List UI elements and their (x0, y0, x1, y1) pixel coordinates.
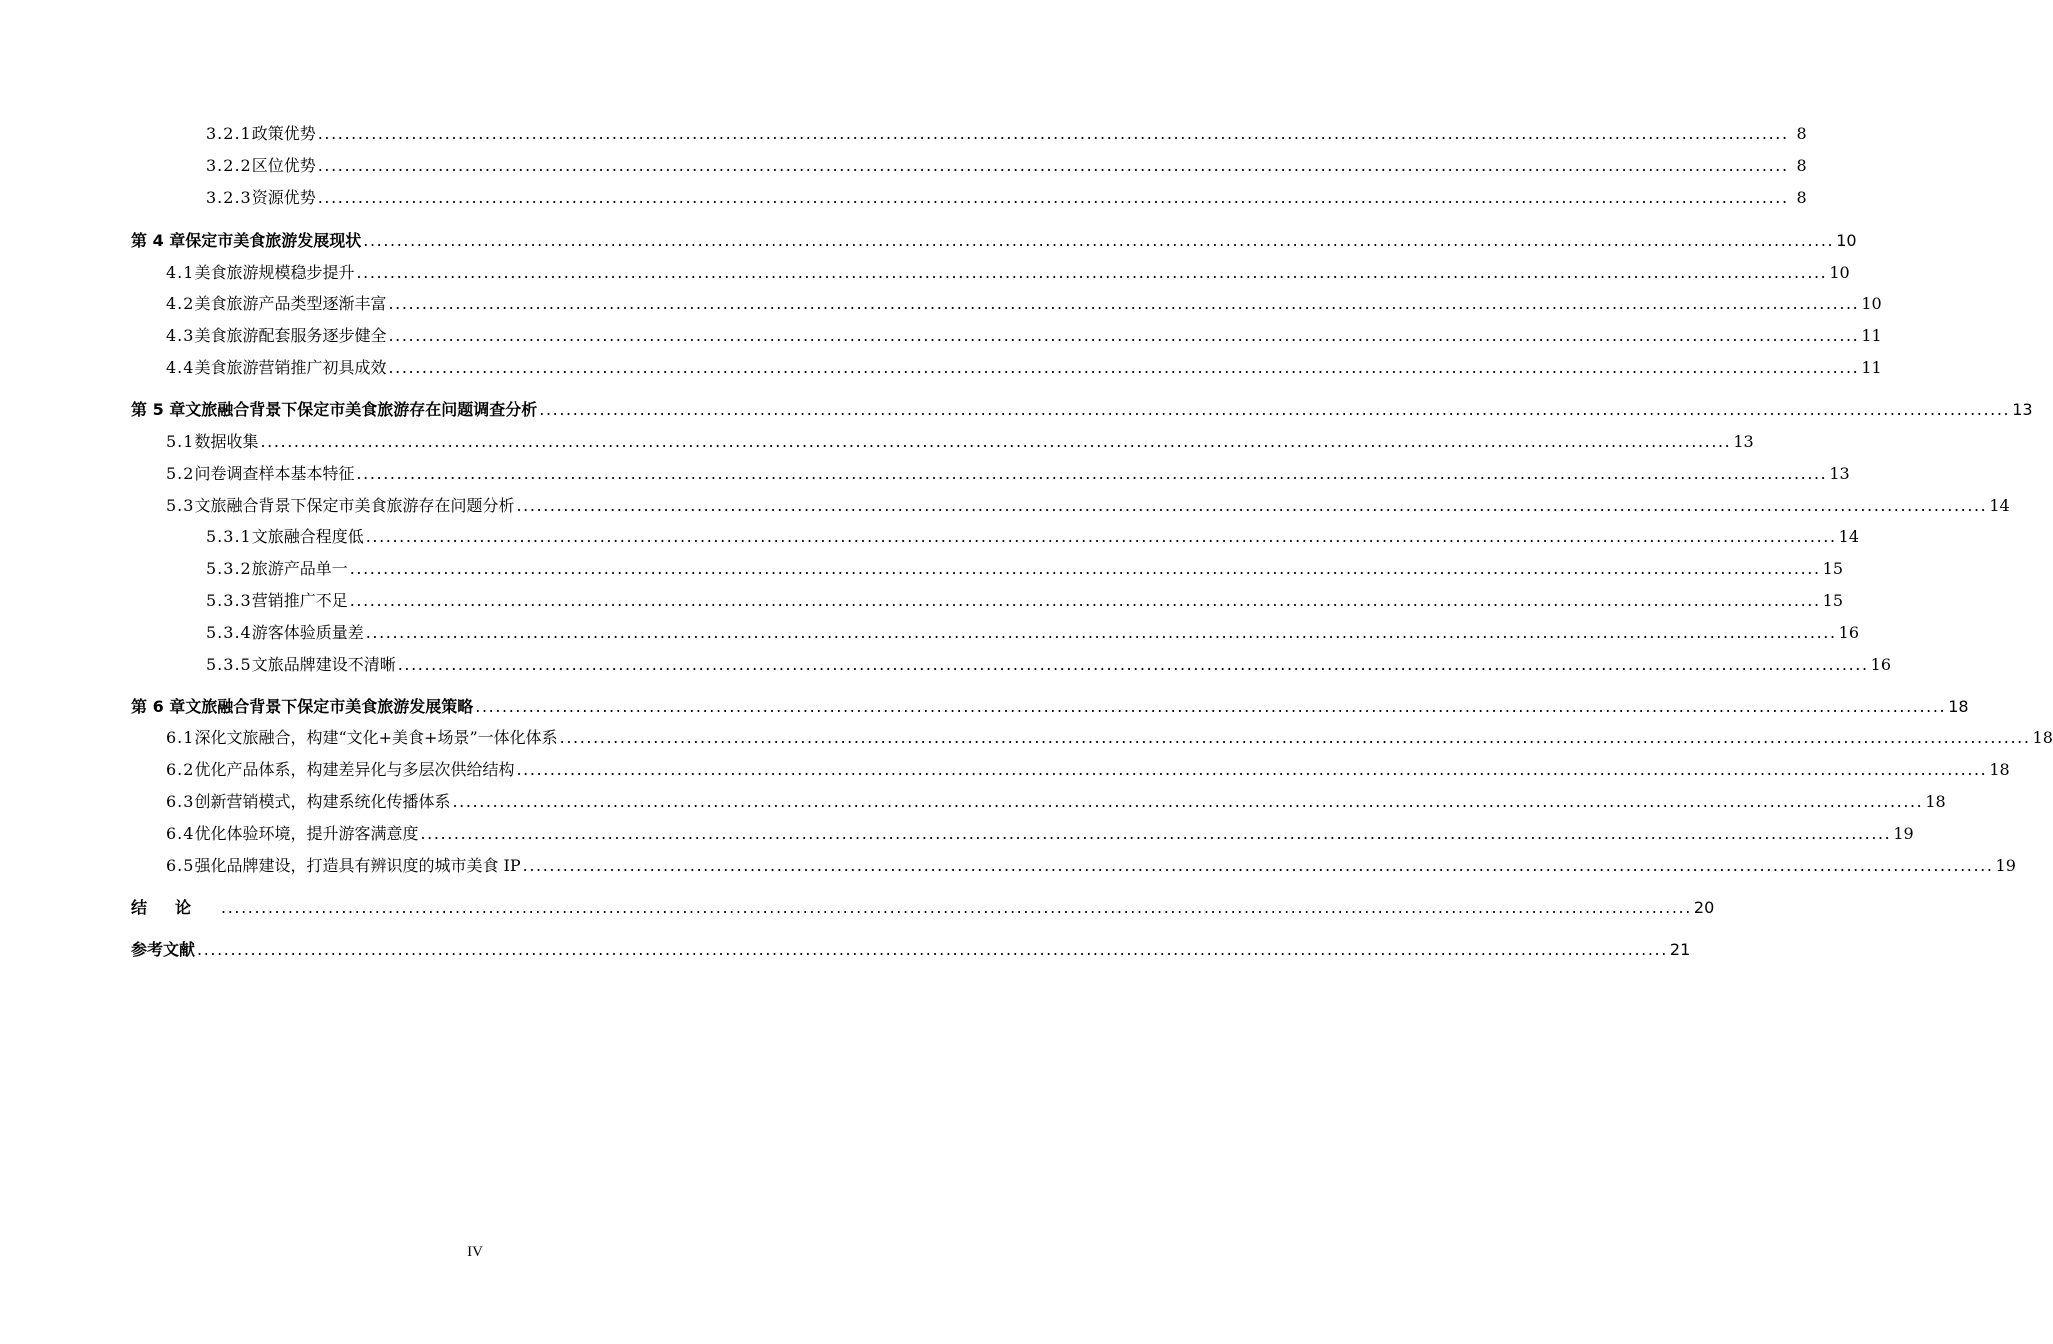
toc-dot-leader: ............................................................................................................................................................................................................................ (317, 188, 1789, 207)
toc-entry[interactable] (0, 786, 1946, 812)
toc-entry-page-number: 13 (1829, 464, 1850, 483)
toc-entry[interactable] (0, 288, 1882, 314)
toc-entry-number: 5.3.1 (206, 527, 252, 546)
toc-entry-title: 文旅品牌建设不清晰 (251, 655, 396, 674)
toc-entry-number: 6.2 (166, 760, 195, 779)
toc-entry-content (166, 323, 1882, 346)
toc-entry-content (206, 185, 1807, 208)
toc-dot-leader: ............................................................................................................................................................................................................................ (365, 527, 1837, 546)
toc-entry-page-number: 10 (1861, 294, 1882, 313)
toc-entry-content (166, 260, 1850, 283)
toc-entry-title: 美食旅游规模稳步提升 (194, 263, 355, 282)
toc-entry[interactable] (0, 649, 1891, 675)
toc-dot-leader: ............................................................................................................................................................................................................................ (420, 824, 1892, 843)
toc-entry-title: 创新营销模式，构建系统化传播体系 (194, 792, 451, 811)
toc-dot-leader: ............................................................................................................................................................................................................................ (349, 559, 1821, 578)
toc-dot-leader: ............................................................................................................................................................................................................................ (317, 156, 1789, 175)
toc-entry-title: 参考文献 (131, 940, 196, 959)
toc-entry-title: 营销推广不足 (251, 591, 348, 610)
toc-entry-page-number: 18 (1925, 792, 1946, 811)
toc-entry-number: 4.1 (166, 263, 195, 282)
toc-dot-leader: ............................................................................................................................................................................................................................ (260, 432, 1732, 451)
toc-entry-title: 强化品牌建设，打造具有辨识度的城市美食 IP (194, 856, 521, 875)
toc-entry-content (131, 937, 1691, 960)
toc-entry[interactable] (0, 182, 1807, 208)
toc-entry-number: 5.3.3 (206, 591, 252, 610)
page-number-footer: IV (467, 1244, 483, 1260)
toc-entry-title: 保定市美食旅游发展现状 (185, 231, 362, 250)
toc-entry[interactable] (0, 818, 1914, 844)
toc-entry-page-number: 15 (1822, 591, 1843, 610)
toc-entry-content (206, 153, 1807, 176)
toc-dot-leader: ............................................................................................................................................................................................................................ (539, 400, 2011, 419)
toc-entry-content (206, 524, 1859, 547)
toc-entry-title: 资源优势 (251, 188, 316, 207)
toc-entry-page-number: 13 (1733, 432, 1754, 451)
toc-entry[interactable] (0, 257, 1850, 283)
toc-entry[interactable] (0, 352, 1882, 378)
toc-entry-title: 深化文旅融合，构建“文化+美食+场景”一体化体系 (194, 728, 558, 747)
toc-entry-page-number: 18 (2032, 728, 2053, 747)
toc-entry-content (166, 757, 2010, 780)
toc-entry-content (206, 588, 1843, 611)
toc-entry-number: 5.3.4 (206, 623, 252, 642)
toc-entry-content (206, 556, 1843, 579)
toc-dot-leader: ............................................................................................................................................................................................................................ (356, 263, 1828, 282)
toc-entry[interactable] (0, 521, 1859, 547)
toc-entry[interactable] (0, 225, 1857, 251)
toc-entry[interactable] (0, 934, 1691, 960)
toc-dot-leader: ............................................................................................................................................................................................................................ (516, 760, 1988, 779)
toc-entry-number: 5.3.5 (206, 655, 252, 674)
toc-entry-number: 第 4 章 (131, 231, 186, 250)
toc-entry-page-number: 10 (1836, 231, 1857, 250)
toc-entry-number: 6.5 (166, 856, 195, 875)
toc-entry-page-number: 8 (1796, 156, 1807, 175)
toc-entry-content (131, 228, 1857, 251)
toc-dot-leader: ............................................................................................................................................................................................................................ (349, 591, 1821, 610)
toc-entry-content (206, 620, 1859, 643)
toc-dot-leader: ............................................................................................................................................................................................................................ (522, 856, 1994, 875)
toc-entry-number: 6.4 (166, 824, 195, 843)
toc-entry-title: 游客体验质量差 (251, 623, 364, 642)
toc-entry-title: 政策优势 (251, 124, 316, 143)
toc-dot-leader: ............................................................................................................................................................................................................................ (356, 464, 1828, 483)
toc-dot-leader: ............................................................................................................................................................................................................................ (365, 623, 1837, 642)
toc-entry[interactable] (0, 585, 1843, 611)
toc-entry-page-number: 10 (1829, 263, 1850, 282)
toc-entry-title: 文旅融合背景下保定市美食旅游存在问题调查分析 (185, 400, 538, 419)
toc-entry-title: 美食旅游营销推广初具成效 (194, 358, 387, 377)
toc-entry[interactable] (0, 458, 1850, 484)
toc-entry-page-number: 11 (1861, 326, 1882, 345)
toc-entry-content (166, 493, 2010, 516)
toc-entry-page-number: 19 (1893, 824, 1914, 843)
toc-entry-title: 数据收集 (194, 432, 259, 451)
toc-entry[interactable] (0, 490, 2010, 516)
toc-entry-title: 问卷调查样本基本特征 (194, 464, 355, 483)
toc-dot-leader: ............................................................................................................................................................................................................................ (397, 655, 1869, 674)
toc-entry-page-number: 8 (1796, 188, 1807, 207)
toc-entry-title: 优化体验环境，提升游客满意度 (194, 824, 419, 843)
toc-dot-leader: ............................................................................................................................................................................................................................ (516, 496, 1988, 515)
toc-entry-title: 美食旅游产品类型逐渐丰富 (194, 294, 387, 313)
toc-entry-page-number: 19 (1995, 856, 2016, 875)
toc-entry[interactable] (0, 691, 1969, 717)
toc-dot-leader: ............................................................................................................................................................................................................................ (388, 358, 1860, 377)
toc-entry-page-number: 8 (1796, 124, 1807, 143)
toc-entry-number: 5.1 (166, 432, 195, 451)
toc-entry-number: 4.4 (166, 358, 195, 377)
toc-entry-number: 5.3 (166, 496, 195, 515)
toc-entry-page-number: 18 (1948, 697, 1969, 716)
toc-entry[interactable] (0, 617, 1859, 643)
toc-entry[interactable] (0, 850, 2016, 876)
toc-entry-content (166, 461, 1850, 484)
toc-entry-content (131, 397, 2033, 420)
toc-entry-page-number: 13 (2012, 400, 2033, 419)
toc-entry-content (166, 429, 1754, 452)
toc-entry[interactable] (0, 722, 2053, 748)
toc-entry-number: 5.2 (166, 464, 195, 483)
toc-entry-page-number: 11 (1861, 358, 1882, 377)
toc-entry-title: 文旅融合背景下保定市美食旅游存在问题分析 (194, 496, 515, 515)
toc-dot-leader: ............................................................................................................................................................................................................................ (388, 294, 1860, 313)
toc-entry-title: 美食旅游配套服务逐步健全 (194, 326, 387, 345)
toc-entry[interactable] (0, 553, 1843, 579)
toc-entry-title: 区位优势 (251, 156, 316, 175)
toc-entry-content (206, 652, 1891, 675)
toc-entry-number: 5.3.2 (206, 559, 252, 578)
toc-entry-page-number: 15 (1822, 559, 1843, 578)
toc-entry-number: 4.3 (166, 326, 195, 345)
toc-entry-page-number: 14 (1838, 527, 1859, 546)
toc-entry-number: 3.2.1 (206, 124, 252, 143)
toc-dot-leader: ............................................................................................................................................................................................................................ (221, 898, 1692, 917)
toc-entry-content (166, 725, 2053, 748)
toc-entry[interactable] (0, 118, 1807, 144)
toc-entry-number: 6.3 (166, 792, 195, 811)
toc-entry-page-number: 18 (1989, 760, 2010, 779)
toc-entry-content (166, 789, 1946, 812)
toc-entry-content (131, 895, 1715, 918)
toc-entry-page-number: 20 (1693, 898, 1715, 917)
toc-entry-page-number: 16 (1870, 655, 1891, 674)
toc-dot-leader: ............................................................................................................................................................................................................................ (197, 940, 1668, 959)
toc-entry-content (131, 694, 1969, 717)
toc-entry[interactable] (0, 892, 1715, 918)
toc-entry-page-number: 16 (1838, 623, 1859, 642)
toc-dot-leader: ............................................................................................................................................................................................................................ (475, 697, 1947, 716)
toc-entry-title: 文旅融合程度低 (251, 527, 364, 546)
toc-entry-number: 4.2 (166, 294, 195, 313)
toc-entry-page-number: 21 (1669, 940, 1691, 959)
toc-entry-title: 文旅融合背景下保定市美食旅游发展策略 (185, 697, 474, 716)
toc-entry-title: 优化产品体系，构建差异化与多层次供给结构 (194, 760, 515, 779)
toc-dot-leader: ............................................................................................................................................................................................................................ (559, 728, 2031, 747)
toc-entry-page-number: 14 (1989, 496, 2010, 515)
toc-entry-number: 3.2.3 (206, 188, 252, 207)
toc-dot-leader: ............................................................................................................................................................................................................................ (317, 124, 1789, 143)
toc-entry-content (166, 853, 2016, 876)
toc-entry-number: 第 6 章 (131, 697, 186, 716)
toc-entry[interactable] (0, 150, 1807, 176)
toc-entry[interactable] (0, 320, 1882, 346)
toc-entry-content (206, 121, 1807, 144)
toc-entry[interactable] (0, 754, 2010, 780)
toc-dot-leader: ............................................................................................................................................................................................................................ (363, 231, 1835, 250)
toc-entry-content (166, 821, 1914, 844)
toc-entry-content (166, 355, 1882, 378)
toc-dot-leader: ............................................................................................................................................................................................................................ (388, 326, 1860, 345)
toc-dot-leader: ............................................................................................................................................................................................................................ (452, 792, 1924, 811)
toc-entry-title: 结论 (131, 898, 220, 917)
toc-entry-content (166, 291, 1882, 314)
toc-entry-number: 6.1 (166, 728, 195, 747)
toc-entry-number: 第 5 章 (131, 400, 186, 419)
toc-entry-title: 旅游产品单一 (251, 559, 348, 578)
toc-entry-number: 3.2.2 (206, 156, 252, 175)
toc-entry[interactable] (0, 394, 2033, 420)
toc-entry[interactable] (0, 426, 1754, 452)
